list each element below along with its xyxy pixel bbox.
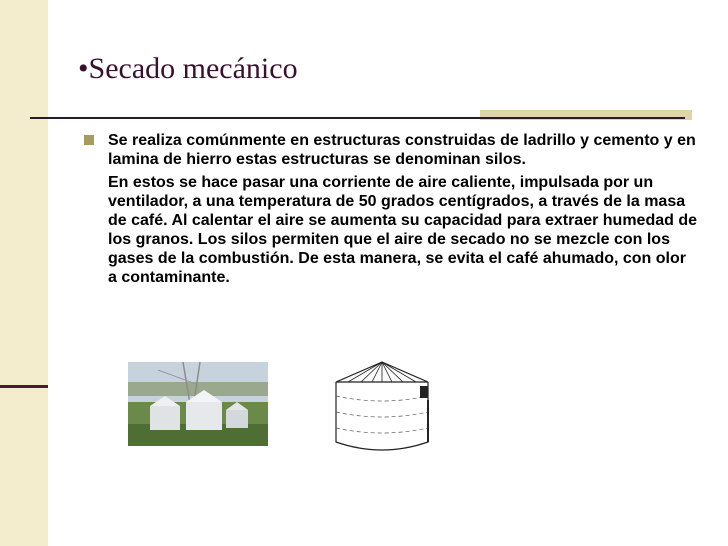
title-divider bbox=[30, 117, 685, 119]
square-bullet-icon bbox=[84, 135, 94, 145]
silo-drawing bbox=[328, 356, 436, 464]
silos-photo bbox=[128, 362, 268, 446]
left-band-accent-line bbox=[0, 385, 48, 388]
slide-title: •Secado mecánico bbox=[78, 52, 298, 85]
paragraph-1: Se realiza comúnmente en estructuras construidas de ladrillo y cemento y en lamina de hierro estas estructuras se denominan silos. bbox=[108, 132, 696, 168]
slide-body bbox=[108, 131, 698, 287]
left-decorative-band bbox=[0, 0, 48, 546]
paragraph-2: En estos se hace pasar una corriente de aire caliente, impulsada por un ventilador, a una temperatura de 50 grados centígrados, a través de la masa de café. Al calentar el aire se aumenta su capacidad para extraer humedad de los granos. Los silos permiten que el aire de secado no se mezcle con los gases de la combustión. De esta manera, se evita el café ahumado, con olor a contaminante. bbox=[108, 174, 697, 286]
